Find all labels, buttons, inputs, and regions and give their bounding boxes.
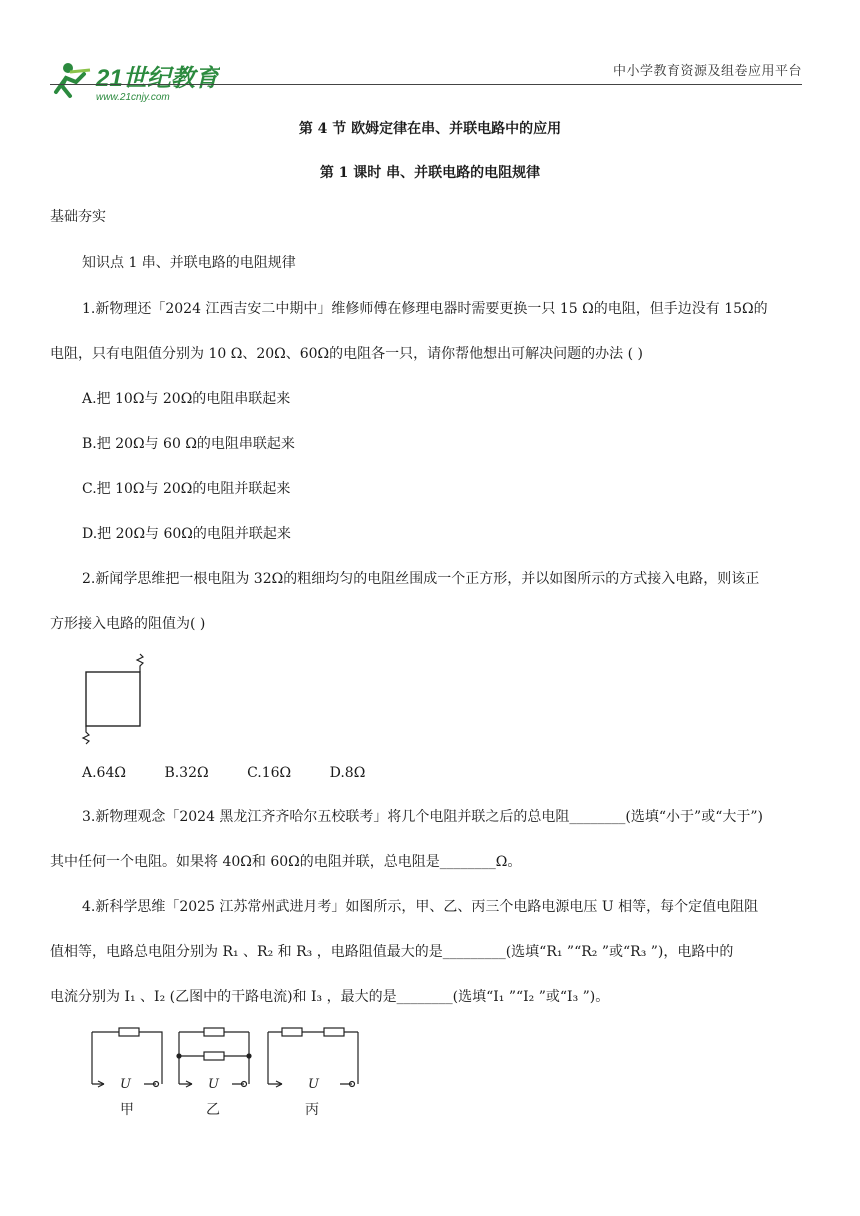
q1-option-a: A.把 10Ω与 20Ω的电阻串联起来 — [82, 391, 291, 407]
figure-label-jia: 甲 — [120, 1102, 134, 1118]
platform-name: 中小学教育资源及组卷应用平台 — [612, 64, 802, 79]
header-divider — [50, 84, 802, 85]
q2-line-1: 2.新闻学思维把一根电阻为 32Ω的粗细均匀的电阻丝围成一个正方形，并以如图所示的方式接入电路，则该正 — [82, 571, 760, 587]
q2-square-figure — [80, 652, 160, 756]
q3-line-1: 3.新物理观念「2024 黑龙江齐齐哈尔五校联考」将几个电阻并联之后的总电阻________(选填“小于”或“大于”) — [82, 809, 763, 825]
figure-label-bing: 丙 — [305, 1102, 319, 1118]
q4-line-2: 值相等，电路总电阻分别为 R₁ 、R₂ 和 R₃ ，电路阻值最大的是_________(选填“R₁ ”“R₂ ”或“R₃ ”)，电路中的 — [50, 944, 734, 960]
q2-option-c: C.16Ω — [247, 765, 292, 781]
logo — [50, 56, 220, 106]
page-subtitle: 第 1 课时 串、并联电路的电阻规律 — [319, 165, 541, 181]
voltage-label-jia: U — [120, 1077, 131, 1092]
q4-circuits-figure — [84, 1022, 384, 1126]
knowledge-point: 知识点 1 串、并联电路的电阻规律 — [82, 255, 296, 271]
voltage-label-bing: U — [308, 1077, 319, 1092]
q2-option-d: D.8Ω — [329, 765, 366, 781]
q1-option-b: B.把 20Ω与 60 Ω的电阻串联起来 — [82, 436, 295, 452]
figure-label-yi: 乙 — [206, 1102, 220, 1118]
section-heading: 基础夯实 — [50, 209, 106, 225]
q2-options — [82, 765, 399, 781]
q1-option-c: C.把 10Ω与 20Ω的电阻并联起来 — [82, 481, 291, 497]
q1-option-d: D.把 20Ω与 60Ω的电阻并联起来 — [82, 526, 291, 542]
q2-line-2: 方形接入电路的阻值为( ) — [50, 616, 206, 632]
q2-option-a: A.64Ω — [82, 765, 126, 781]
q4-line-1: 4.新科学思维「2025 江苏常州武进月考」如图所示，甲、乙、丙三个电路电源电压 U 相等，每个定值电阻阻 — [82, 899, 759, 915]
q3-line-2: 其中任何一个电阻。如果将 40Ω和 60Ω的电阻并联，总电阻是________Ω。 — [50, 854, 522, 870]
logo-url: www.21cnjy.com — [96, 92, 170, 103]
q2-option-b: B.32Ω — [164, 765, 209, 781]
page-title: 第 4 节 欧姆定律在串、并联电路中的应用 — [298, 121, 562, 137]
q1-line-1: 1.新物理还「2024 江西吉安二中期中」维修师傅在修理电器时需要更换一只 15 Ω的电阻，但手边没有 15Ω的 — [82, 301, 768, 317]
runner-icon — [56, 63, 90, 96]
q4-line-3: 电流分别为 I₁ 、I₂ (乙图中的干路电流)和 I₃ ，最大的是________(选填“I₁ ”“I₂ ”或“I₃ ”)。 — [50, 989, 610, 1005]
q1-line-2: 电阻，只有电阻值分别为 10 Ω、20Ω、60Ω的电阻各一只，请你帮他想出可解决问题的办法 ( ) — [50, 346, 643, 362]
logo-brand: 21世纪教育 — [96, 65, 219, 92]
voltage-label-yi: U — [208, 1077, 219, 1092]
